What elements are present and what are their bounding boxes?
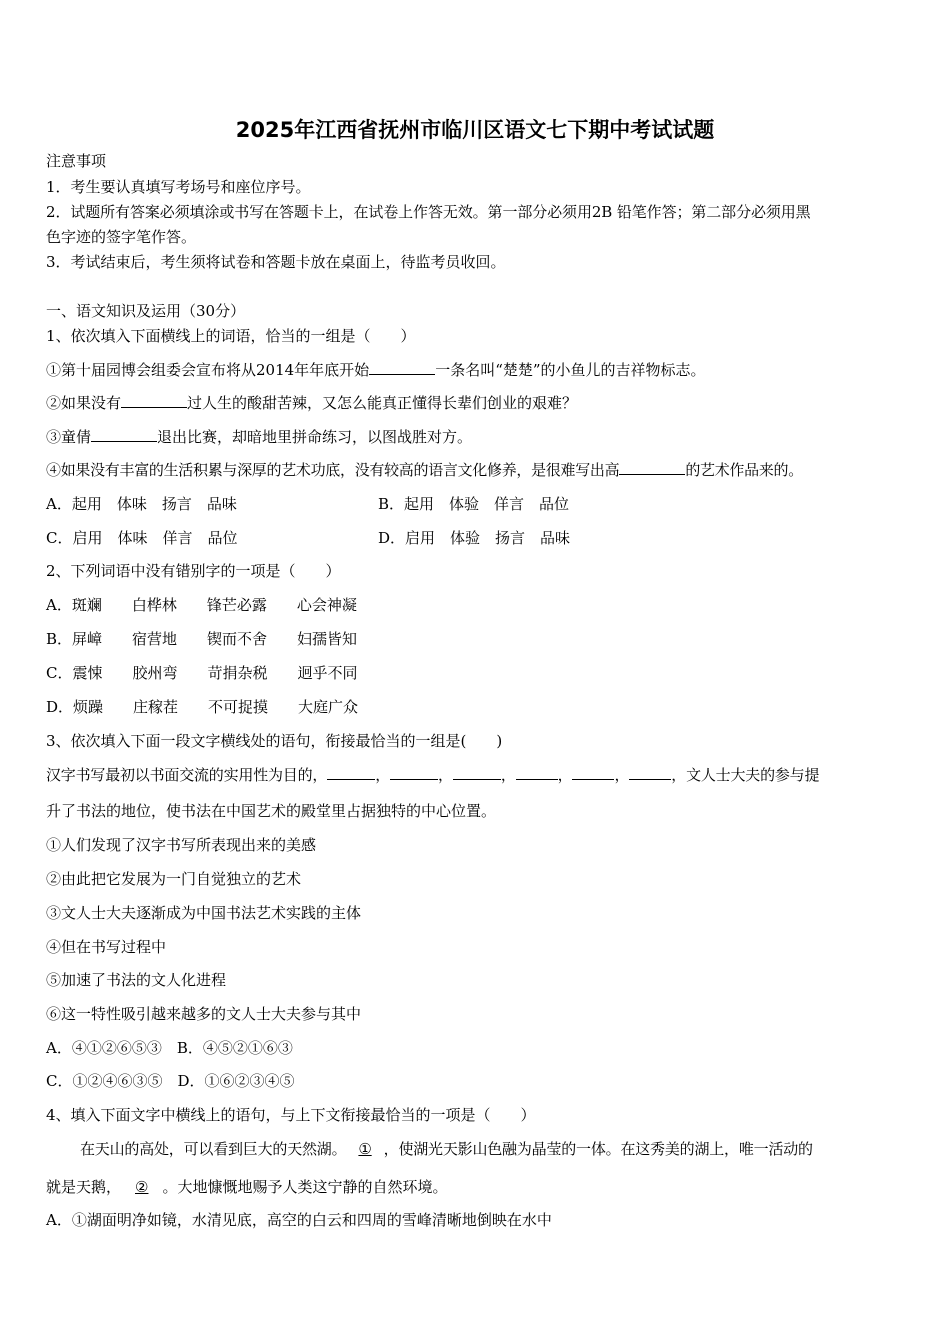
q2-option-d: D．烦躁 庄稼茬 不可捉摸 大庭广众 — [46, 698, 359, 716]
fill-blank — [121, 393, 187, 408]
q1-sentence-4-b: 的艺术作品来的。 — [685, 461, 803, 479]
q1-sentence-4 — [46, 460, 803, 480]
fill-blank — [390, 765, 438, 780]
q3-passage-end: ，文人士大夫的参与提 — [671, 766, 820, 784]
q4-option-a: A．①湖面明净如镜，水清见底，高空的白云和四周的雪峰清晰地倒映在水中 — [46, 1211, 552, 1229]
blank-marker: ① — [358, 1140, 372, 1158]
q1-sentence-2 — [46, 393, 577, 413]
section-heading: 一、语文知识及运用（30分） — [46, 302, 246, 320]
q3-item: ②由此把它发展为一门自觉独立的艺术 — [46, 870, 302, 888]
q1-option-d: D．启用 体验 扬言 品味 — [378, 529, 571, 547]
q3-item: ⑥这一特性吸引越来越多的文人士大夫参与其中 — [46, 1005, 362, 1023]
question-3-stem: 3、依次填入下面一段文字横线处的语句，衔接最恰当的一组是( ) — [46, 732, 503, 750]
q4-passage-b: ，使湖光天影山色融为晶莹的一体。在这秀美的湖上，唯一活动的 — [383, 1140, 813, 1158]
fill-blank — [516, 765, 558, 780]
fill-blank — [91, 427, 157, 442]
q3-item: ④但在书写过程中 — [46, 938, 167, 956]
notice-item: 色字迹的签字笔作答。 — [46, 228, 197, 246]
fill-blank — [572, 765, 614, 780]
q1-option-a: A．起用 体味 扬言 品味 — [46, 495, 237, 513]
q1-sentence-3 — [46, 427, 472, 447]
question-2-stem: 2、下列词语中没有错别字的一项是（ ） — [46, 562, 341, 580]
q3-passage-a: 汉字书写最初以书面交流的实用性为目的， — [46, 766, 328, 784]
q4-passage-line-2 — [46, 1177, 447, 1197]
fill-blank — [453, 765, 501, 780]
q4-passage-line-1 — [80, 1139, 813, 1159]
q4-passage-a: 在天山的高处，可以看到巨大的天然湖。 — [80, 1140, 347, 1158]
q3-options-ab: A．④①②⑥⑤③ B．④⑤②①⑥③ — [46, 1039, 293, 1057]
notice-heading: 注意事项 — [46, 152, 107, 170]
q1-option-b: B．起用 体验 佯言 品位 — [378, 495, 570, 513]
question-1-stem: 1、依次填入下面横线上的词语，恰当的一组是（ ） — [46, 327, 416, 345]
q4-passage-c: 就是天鹅， — [46, 1178, 122, 1196]
separator: ， — [557, 766, 573, 784]
q3-item: ③文人士大夫逐渐成为中国书法艺术实践的主体 — [46, 904, 362, 922]
q1-sentence-1-b: 一条名叫“楚楚”的小鱼儿的吉祥物标志。 — [435, 361, 706, 379]
q2-option-b: B．屏嶂 宿营地 锲而不舍 妇孺皆知 — [46, 630, 358, 648]
blank-marker: ② — [135, 1178, 149, 1196]
q2-option-a: A．斑斓 白桦林 锋芒必露 心会神凝 — [46, 596, 357, 614]
q1-sentence-2-b: 过人生的酸甜苦辣，又怎么能真正懂得长辈们创业的艰难？ — [187, 394, 578, 412]
fill-blank — [629, 765, 671, 780]
fill-blank — [369, 360, 435, 375]
q1-sentence-3-a: ③童倩 — [46, 428, 92, 446]
fill-blank — [619, 460, 685, 475]
q1-sentence-4-a: ④如果没有丰富的生活积累与深厚的艺术功底，没有较高的语言文化修养，是很难写出高 — [46, 461, 620, 479]
fill-blank — [327, 765, 375, 780]
separator: ， — [614, 766, 630, 784]
separator: ， — [375, 766, 391, 784]
q3-item: ①人们发现了汉字书写所表现出来的美感 — [46, 836, 317, 854]
q3-item: ⑤加速了书法的文人化进程 — [46, 971, 227, 989]
page-title: 2025年江西省抚州市临川区语文七下期中考试试题 — [235, 118, 715, 142]
q2-option-c: C．震悚 胶州弯 苛捐杂税 迥乎不同 — [46, 664, 358, 682]
q1-sentence-1 — [46, 360, 706, 380]
notice-item: 3．考试结束后，考生须将试卷和答题卡放在桌面上，待监考员收回。 — [46, 253, 506, 271]
q3-options-cd: C．①②④⑥③⑤ D．①⑥②③④⑤ — [46, 1072, 295, 1090]
q1-sentence-3-b: 退出比赛，却暗地里拼命练习，以图战胜对方。 — [157, 428, 473, 446]
q3-passage-line-1 — [46, 765, 819, 785]
notice-item: 2．试题所有答案必须填涂或书写在答题卡上，在试卷上作答无效。第一部分必须用2B 铅笔作答；第二部分必须用黑 — [46, 203, 811, 221]
question-4-stem: 4、填入下面文字中横线上的语句，与上下文衔接最恰当的一项是（ ） — [46, 1106, 536, 1124]
separator: ， — [438, 766, 453, 784]
separator: ， — [500, 766, 516, 784]
q3-passage-line-2: 升了书法的地位，使书法在中国艺术的殿堂里占据独特的中心位置。 — [46, 802, 497, 820]
notice-item: 1．考生要认真填写考场号和座位序号。 — [46, 178, 311, 196]
q1-sentence-1-a: ①第十届园博会组委会宣布将从2014年年底开始 — [46, 361, 370, 379]
q1-option-c: C．启用 体味 佯言 品位 — [46, 529, 238, 547]
q4-passage-d: 。大地慷慨地赐予人类这宁静的自然环境。 — [162, 1178, 448, 1196]
q1-sentence-2-a: ②如果没有 — [46, 394, 122, 412]
